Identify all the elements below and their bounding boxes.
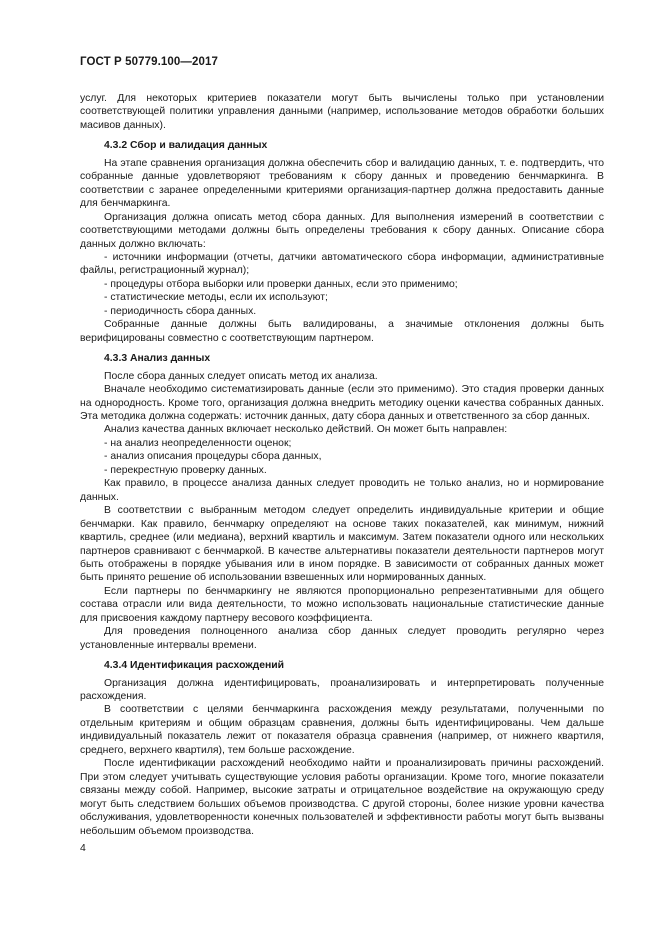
paragraph: В соответствии с выбранным методом следует определить индивидуальные критерии и общие бенчмарки. Как правило, бенчмарку определяют на основе таких показателей, как минимум, нижний квартиль, среднее (или медиана), верхний квартиль и максимум. Затем показатели одного или нескольких партнеров сравнивают с бенчмаркой. В качестве альтернативы показатели деятельности партнеров могут быть отображены в порядке убывания или в ином порядке. В зависимости от собранных данных может быть принято решение об использовании взвешенных или нормированных данных.: [80, 505, 604, 584]
page-number: 4: [80, 843, 86, 854]
paragraph: Вначале необходимо систематизировать данные (если это применимо). Это стадия проверки данных на однородность. Кроме того, организация должна внедрить методику оценки качества собранных данных. Эта методика должна содержать: источник данных, дату сбора данных и ответственного за сбор данных.: [80, 384, 604, 422]
section-4-3-4-title: 4.3.4 Идентификация расхождений: [104, 660, 285, 672]
list-item: - на анализ неопределенности оценок;: [104, 437, 292, 449]
section-4-3-3-title: 4.3.3 Анализ данных: [104, 353, 211, 365]
paragraph: После идентификации расхождений необходимо найти и проанализировать причины расхождений. При этом следует учитывать существующие условия работы организации. Кроме того, многие показатели связаны между собой. Например, высокие затраты и отрицательное воздействие на окружающую среду могут быть следствием больших объемов производства. С другой стороны, более низкие уровни качества обслуживания, удовлетворенности конечных пользователей и эффективности работы могут быть вызваны небольшим объемом производства.: [80, 758, 604, 837]
paragraph: Организация должна идентифицировать, проанализировать и интерпретировать полученные расхождения.: [80, 677, 604, 703]
section-4-3-2-title: 4.3.2 Сбор и валидация данных: [104, 140, 268, 152]
list-item: - периодичность сбора данных.: [104, 305, 257, 317]
list-item: - статистические методы, если их используют;: [104, 292, 328, 304]
list-item: - источники информации (отчеты, датчики автоматического сбора информации, административные файлы, регистрационный журнал);: [80, 251, 604, 277]
paragraph: Для проведения полноценного анализа сбор данных следует проводить регулярно через установленные интервалы времени.: [80, 626, 604, 651]
list-item: - анализ описания процедуры сбора данных,: [104, 451, 322, 463]
paragraph: Анализ качества данных включает несколько действий. Он может быть направлен:: [104, 424, 508, 436]
paragraph: На этапе сравнения организация должна обеспечить сбор и валидацию данных, т. е. подтвердить, что собранные данные удовлетворяют требованиям к сбору данных и проведению бенчмаркинга. В соответствии с заранее определенными критериями организация-партнер должна предоставить данные для бенчмаркинга.: [80, 157, 604, 210]
standard-header: ГОСТ Р 50779.100—2017: [80, 56, 218, 68]
paragraph: В соответствии с целями бенчмаркинга расхождения между результатами, полученными по отдельным критериям и общим образцам сравнения, должны быть идентифицированы. Чем дальше индивидуальный показатель лежит от показателя образца сравнения (например, от нижнего квартиля, среднего, верхнего квартиля), тем больше расхождение.: [80, 704, 604, 756]
document-body: [80, 92, 604, 838]
paragraph: Собранные данные должны быть валидированы, а значимые отклонения должны быть верифицированы совместно с соответствующим партнером.: [80, 319, 604, 344]
list-item: - процедуры отбора выборки или проверки данных, если это применимо;: [104, 278, 458, 290]
paragraph: Организация должна описать метод сбора данных. Для выполнения измерений в соответствии с соответствующими методами должны быть определены требования к сбору данных. Описание сбора данных должно включать:: [80, 211, 604, 250]
paragraph: Как правило, в процессе анализа данных следует проводить не только анализ, но и нормирование данных.: [80, 478, 604, 503]
paragraph: После сбора данных следует описать метод их анализа.: [104, 370, 378, 382]
list-item: - перекрестную проверку данных.: [104, 464, 267, 476]
paragraph: Если партнеры по бенчмаркингу не являются пропорционально репрезентативными для общего состава отрасли или вида деятельности, то можно использовать национальные статистические данные для присвоения каждому партнеру весового коэффициента.: [80, 585, 604, 624]
intro-paragraph: услуг. Для некоторых критериев показатели могут быть вычислены только при установлении соответствующей политики управления данными (например, использование методов обработки больших масивов данных).: [80, 93, 604, 131]
